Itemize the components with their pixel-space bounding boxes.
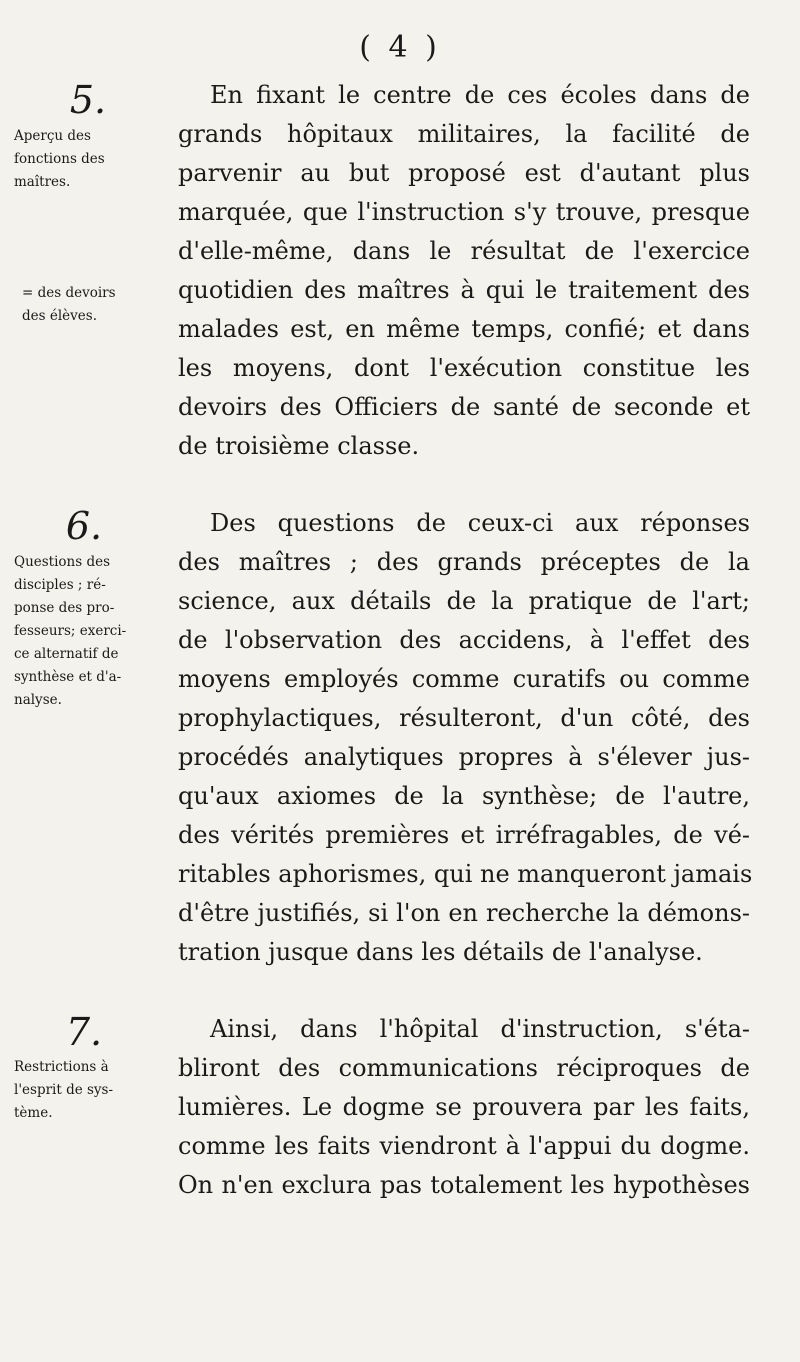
text-line: lumières. Le dogme se prouvera par les faits,: [178, 1093, 750, 1121]
text-line: On n'en exclura pas totalement les hypothèses: [178, 1171, 750, 1199]
margin-note-questions-disciples: [14, 551, 164, 712]
text-line: grands hôpitaux militaires, la facilité de: [178, 120, 750, 148]
paragraph-7: [178, 1010, 750, 1205]
margin-line: ponse des pro-: [14, 600, 115, 616]
margin-line: = des devoirs: [22, 285, 116, 301]
margin-line: ce alternatif de: [14, 646, 119, 662]
section-number-5: 5.: [69, 78, 107, 122]
text-line: des maîtres ; des grands préceptes de la: [178, 548, 750, 576]
margin-line: nalyse.: [14, 692, 62, 708]
text-line: comme les faits viendront à l'appui du dogme.: [178, 1132, 750, 1160]
text-line: science, aux détails de la pratique de l'art;: [178, 587, 750, 615]
text-line: devoirs des Officiers de santé de seconde et: [178, 393, 750, 421]
margin-note-restrictions: [14, 1056, 164, 1125]
margin-line: disciples ; ré-: [14, 577, 106, 593]
text-line: ritables aphorismes, qui ne manqueront jamais: [178, 860, 753, 888]
page-number: ( 4 ): [359, 30, 441, 65]
text-line: Ainsi, dans l'hôpital d'instruction, s'éta-: [210, 1015, 750, 1043]
margin-line: Aperçu des: [14, 128, 91, 144]
paragraph-5: [178, 76, 750, 466]
margin-line: fesseurs; exerci-: [14, 623, 127, 639]
margin-line: maîtres.: [14, 174, 71, 190]
margin-line: l'esprit de sys-: [14, 1082, 114, 1098]
text-line: de troisième classe.: [178, 432, 420, 460]
margin-note-aperçu-fonctions: [14, 125, 164, 194]
text-line: bliront des communications réciproques de: [178, 1054, 750, 1082]
text-line: de l'observation des accidens, à l'effet des: [178, 626, 750, 654]
text-line: malades est, en même temps, confié; et dans: [178, 315, 750, 343]
text-line: procédés analytiques propres à s'élever jus-: [178, 743, 750, 771]
margin-line: Restrictions à: [14, 1059, 109, 1075]
text-line: moyens employés comme curatifs ou comme: [178, 665, 750, 693]
margin-line: fonctions des: [14, 151, 105, 167]
text-line: d'elle-même, dans le résultat de l'exercice: [178, 237, 750, 265]
text-line: marquée, que l'instruction s'y trouve, presque: [178, 198, 750, 226]
text-line: En fixant le centre de ces écoles dans de: [210, 81, 750, 109]
section-number-6: 6.: [65, 504, 103, 548]
text-line: parvenir au but proposé est d'autant plus: [178, 159, 750, 187]
paragraph-6: [178, 504, 753, 972]
text-line: tration jusque dans les détails de l'analyse.: [178, 938, 703, 966]
text-line: des vérités premières et irréfragables, de vé-: [178, 821, 750, 849]
text-line: les moyens, dont l'exécution constitue les: [178, 354, 750, 382]
margin-line: Questions des: [14, 554, 111, 570]
margin-note-devoirs-eleves: [22, 282, 172, 328]
text-line: quotidien des maîtres à qui le traitement des: [178, 276, 750, 304]
section-number-7: 7.: [65, 1010, 103, 1054]
margin-line: tème.: [14, 1105, 53, 1121]
text-line: Des questions de ceux-ci aux réponses: [210, 509, 750, 537]
text-line: qu'aux axiomes de la synthèse; de l'autre,: [178, 782, 750, 810]
text-line: prophylactiques, résulteront, d'un côté, des: [178, 704, 750, 732]
margin-line: synthèse et d'a-: [14, 669, 122, 685]
margin-line: des élèves.: [22, 308, 97, 324]
text-line: d'être justifiés, si l'on en recherche la démons-: [178, 899, 750, 927]
